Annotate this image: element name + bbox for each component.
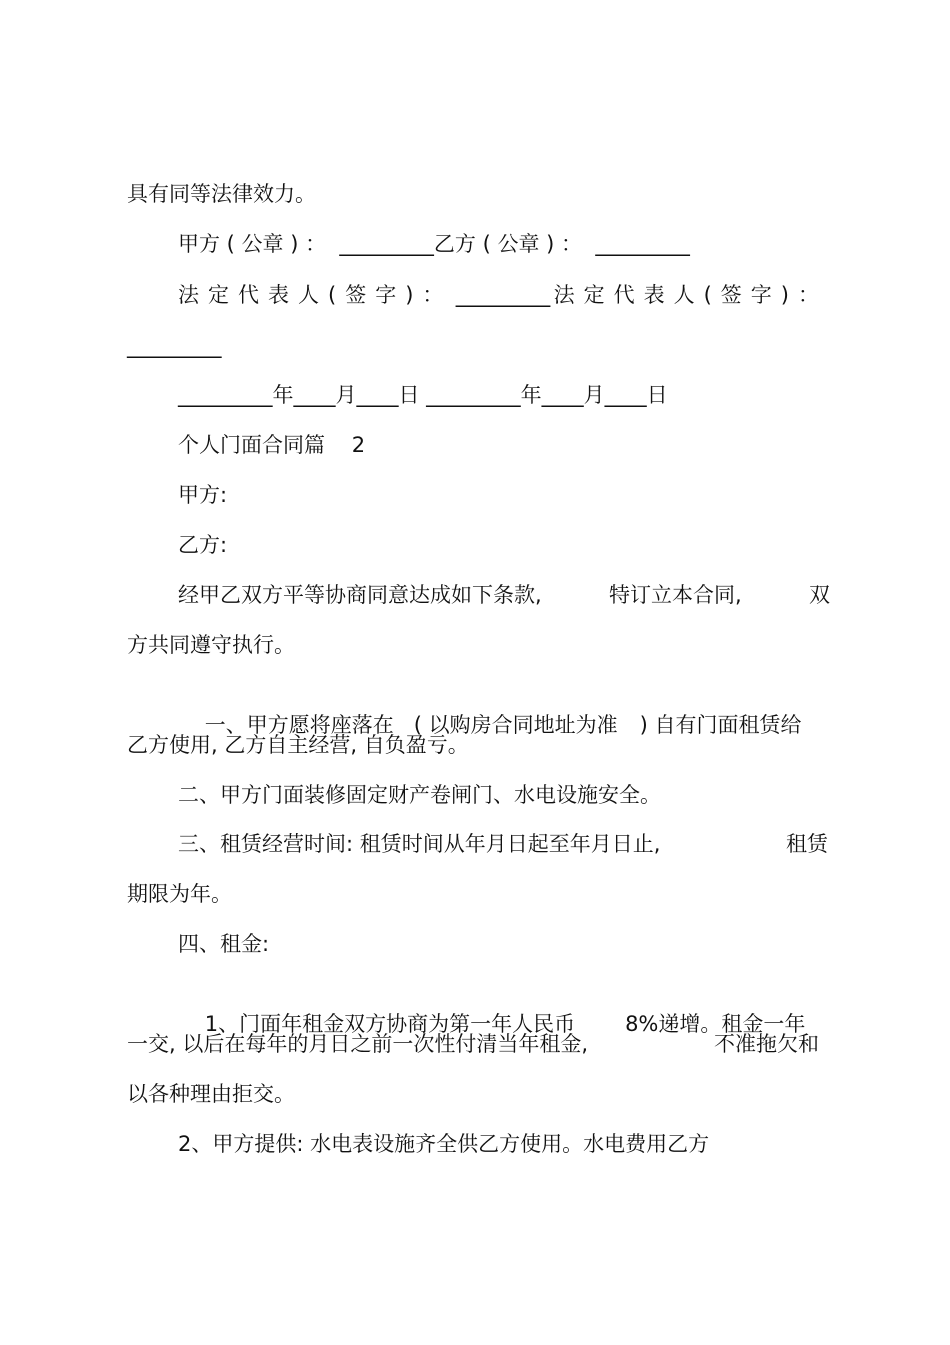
text-segment: 三、租赁经营时间: 租赁时间从年月日起至年月日止,: [178, 832, 661, 856]
text-segment: 不准拖欠和: [714, 1032, 819, 1056]
text-segment: 一、甲方愿将座落在: [204, 713, 394, 737]
representative-label-party-b: 法定代表人(签字)：: [553, 283, 828, 307]
text-segment: 租赁: [786, 832, 828, 856]
text-line: 四、租金:: [178, 932, 270, 956]
text-segment: 经甲乙双方平等协商同意达成如下条款,: [178, 583, 542, 607]
text-segment: 8%递增。租金一年: [625, 1012, 806, 1036]
signature-line-seal: 甲方 ( 公章 ) ： _________乙方 ( 公章 ) ： _________: [178, 232, 690, 256]
party-b-label: 乙方:: [178, 533, 228, 557]
text-line: 2、甲方提供: 水电表设施齐全供乙方使用。水电费用乙方: [178, 1132, 710, 1156]
text-line: 二、甲方门面装修固定财产卷闸门、水电设施安全。: [178, 783, 661, 807]
text-line: 以各种理由拒交。: [127, 1082, 295, 1106]
text-line: 方共同遵守执行。: [127, 633, 295, 657]
text-segment: 双: [809, 583, 830, 607]
signature-line-representative: [178, 280, 828, 310]
representative-blank-party-b: _________: [127, 334, 222, 358]
party-a-label: 甲方:: [178, 483, 228, 507]
text-line: 乙方使用, 乙方自主经营, 自负盈亏。: [127, 733, 469, 757]
text-line: [127, 1029, 819, 1059]
text-line: 期限为年。: [127, 882, 232, 906]
date-line: _________年____月____日 _________年____月____日: [178, 383, 668, 407]
representative-blank-party-a: _________: [455, 283, 551, 307]
section-title: 个人门面合同篇 2: [178, 433, 366, 457]
text-line: 具有同等法律效力。: [127, 182, 316, 206]
text-segment: ( 以购房合同地址为准: [413, 713, 618, 737]
text-segment: 一交, 以后在每年的月日之前一次性付清当年租金,: [127, 1032, 589, 1056]
text-line: [178, 580, 830, 610]
representative-label-party-a: 法定代表人(签字)：: [178, 283, 453, 307]
text-line: [178, 829, 828, 859]
text-segment: 特订立本合同,: [609, 583, 742, 607]
text-segment: 1、门面年租金双方协商为第一年人民币: [204, 1012, 576, 1036]
text-segment: ) 自有门面租赁给: [639, 713, 802, 737]
